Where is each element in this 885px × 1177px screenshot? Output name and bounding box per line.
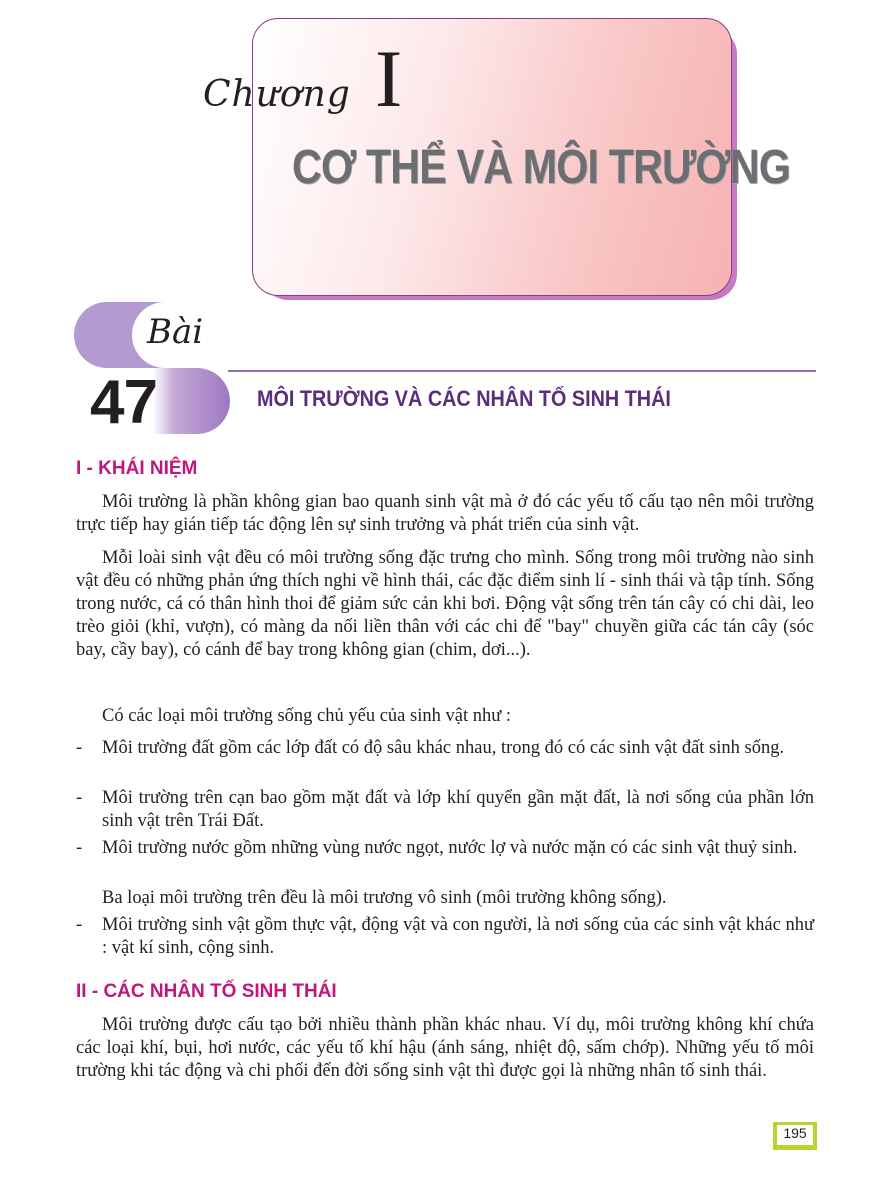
lesson-divider <box>228 370 816 372</box>
lesson-word: Bài <box>147 312 204 352</box>
list-item <box>76 787 814 833</box>
paragraph-adaptation: Mỗi loài sinh vật đều có môi trường sống đặc trưng cho mình. Sống trong môi trường nào sinh vật đều có những phản ứng thích nghi về hình thái, các đặc điểm sinh lí - sinh thái và tập tính. Sống trong nước, cá có thân hình thoi để giảm sức cản khi bơi. Động vật sống trên tán cây có chi dài, leo trèo giỏi (khỉ, vượn), có màng da nối liền thân với các chi để "bay" chuyền giữa các tán cây (sóc bay, cầy bay), có cánh để bay trong không gian (chim, dơi...). <box>76 548 814 660</box>
chapter-number: I <box>375 33 403 124</box>
section-heading-concept: I - KHÁI NIỆM <box>76 458 198 479</box>
page-number: 195 <box>783 1125 807 1141</box>
page-number-box <box>773 1122 817 1150</box>
list-item-text: Môi trường nước gồm những vùng nước ngọt, nước lợ và nước mặn có các sinh vật thuỷ sinh. <box>102 838 798 858</box>
lesson-number: 47 <box>90 368 157 437</box>
list-item-text: Môi trường sinh vật gồm thực vật, động vật và con người, là nơi sống của các sinh vật khác như : vật kí sinh, cộng sinh. <box>102 915 814 958</box>
list-dash: - <box>76 788 83 808</box>
paragraph-environment-types-intro: Có các loại môi trường sống chủ yếu của sinh vật như : <box>102 706 512 726</box>
paragraph-note: Ba loại môi trường trên đều là môi trương vô sinh (môi trường không sống). <box>102 888 667 908</box>
chapter-title: CƠ THỂ VÀ MÔI TRƯỜNG <box>292 141 790 194</box>
list-dash: - <box>76 915 83 935</box>
list-item-text: Môi trường đất gồm các lớp đất có độ sâu khác nhau, trong đó có các sinh vật đất sinh sống. <box>102 738 785 758</box>
list-dash: - <box>76 838 83 858</box>
list-item-text: Môi trường trên cạn bao gồm mặt đất và lớp khí quyển gần mặt đất, là nơi sống của phần lớn sinh vật trên Trái Đất. <box>102 788 814 831</box>
list-item <box>76 737 814 760</box>
paragraph-ecological-factors: Môi trường được cấu tạo bởi nhiều thành phần khác nhau. Ví dụ, môi trường không khí chứa các loại khí, bụi, hơi nước, các yếu tố khí hậu (ánh sáng, nhiệt độ, sấm chớp). Những yếu tố môi trường khi tác động và chi phối đến đời sống sinh vật thì được gọi là những nhân tố sinh thái. <box>76 1015 814 1081</box>
list-item <box>76 837 814 860</box>
lesson-title: MÔI TRƯỜNG VÀ CÁC NHÂN TỐ SINH THÁI <box>257 386 671 411</box>
paragraph-definition: Môi trường là phần không gian bao quanh sinh vật mà ở đó các yếu tố cấu tạo nên môi trường trực tiếp hay gián tiếp tác động lên sự sinh trưởng và phát triển của sinh vật. <box>76 492 814 535</box>
list-dash: - <box>76 738 83 758</box>
section-heading-factors: II - CÁC NHÂN TỐ SINH THÁI <box>76 981 337 1002</box>
list-item <box>76 914 814 960</box>
chapter-word: Chương <box>203 74 351 115</box>
